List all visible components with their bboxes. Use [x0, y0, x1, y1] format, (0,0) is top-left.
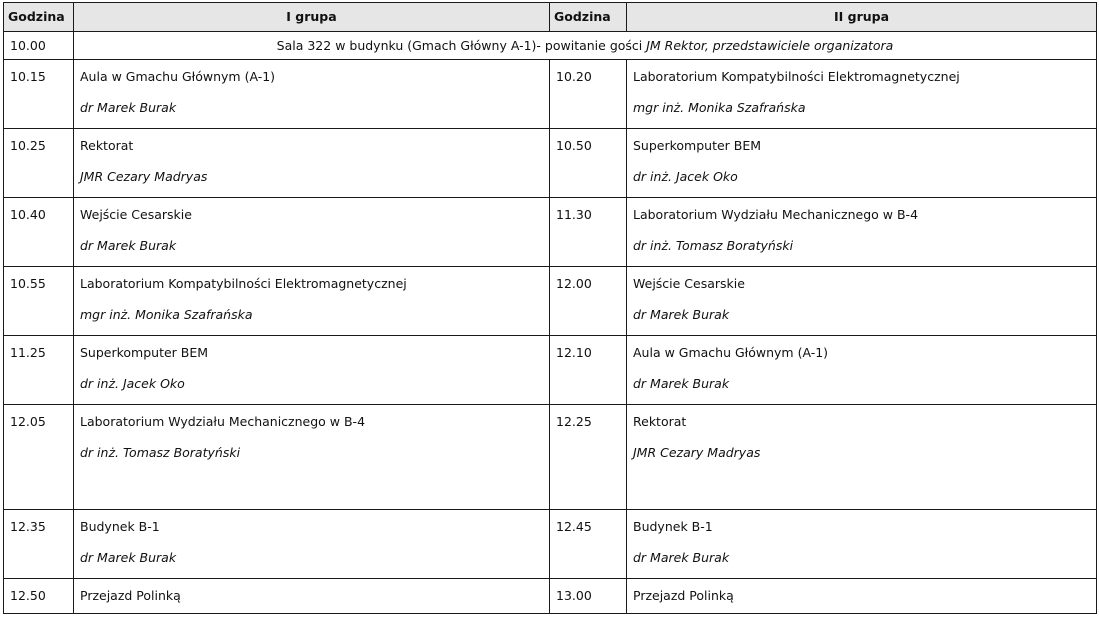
table-row — [4, 60, 1097, 129]
place: Przejazd Polinką — [80, 588, 181, 603]
visit-group-2 — [627, 336, 1097, 405]
place: Aula w Gmachu Głównym (A-1) — [80, 69, 276, 84]
guide: dr Marek Burak — [633, 376, 730, 391]
place: Rektorat — [80, 138, 134, 153]
place: Laboratorium Wydziału Mechanicznego w B-4 — [80, 414, 366, 429]
time-group-2: 11.30 — [550, 198, 627, 267]
time-group-2: 13.00 — [550, 579, 627, 614]
header-hour-2: Godzina — [550, 3, 627, 32]
guide: dr Marek Burak — [80, 238, 177, 253]
time-group-2: 12.00 — [550, 267, 627, 336]
visit-group-1 — [74, 198, 550, 267]
visit-group-1 — [74, 129, 550, 198]
time-group-2: 10.50 — [550, 129, 627, 198]
time-group-1: 12.50 — [4, 579, 74, 614]
visit-group-2 — [627, 510, 1097, 579]
place: Laboratorium Kompatybilności Elektromagnetycznej — [80, 276, 407, 291]
time-group-1: 10.40 — [4, 198, 74, 267]
table-row — [4, 579, 1097, 614]
welcome-row — [4, 32, 1097, 60]
place: Superkomputer BEM — [633, 138, 762, 153]
place: Laboratorium Wydziału Mechanicznego w B-4 — [633, 207, 919, 222]
guide: JMR Cezary Madryas — [80, 169, 208, 184]
visit-group-1 — [74, 579, 550, 614]
table-row — [4, 267, 1097, 336]
guide: dr Marek Burak — [633, 307, 730, 322]
header-row — [4, 3, 1097, 32]
visit-group-1 — [74, 60, 550, 129]
header-group-1: I grupa — [74, 3, 550, 32]
time-group-2: 12.10 — [550, 336, 627, 405]
visit-group-1 — [74, 336, 550, 405]
place: Wejście Cesarskie — [80, 207, 192, 222]
place: Aula w Gmachu Głównym (A-1) — [633, 345, 829, 360]
time-group-2: 10.20 — [550, 60, 627, 129]
guide: dr Marek Burak — [80, 100, 177, 115]
welcome-time: 10.00 — [4, 32, 74, 60]
visit-group-2 — [627, 129, 1097, 198]
time-group-1: 12.35 — [4, 510, 74, 579]
header-group-2: II grupa — [627, 3, 1097, 32]
visit-group-2 — [627, 405, 1097, 510]
guide: mgr inż. Monika Szafrańska — [80, 307, 253, 322]
time-group-1: 11.25 — [4, 336, 74, 405]
guide: dr inż. Jacek Oko — [80, 376, 185, 391]
table-row — [4, 405, 1097, 510]
visit-group-2 — [627, 60, 1097, 129]
welcome-text: Sala 322 w budynku (Gmach Główny A-1)- powitanie gości — [276, 38, 647, 53]
guide: JMR Cezary Madryas — [633, 445, 761, 460]
place: Budynek B-1 — [633, 519, 713, 534]
guide: dr Marek Burak — [80, 550, 177, 565]
guide: dr inż. Tomasz Boratyński — [633, 238, 794, 253]
place: Superkomputer BEM — [80, 345, 209, 360]
place: Laboratorium Kompatybilności Elektromagnetycznej — [633, 69, 960, 84]
time-group-1: 12.05 — [4, 405, 74, 510]
visit-group-1 — [74, 267, 550, 336]
table-row — [4, 336, 1097, 405]
header-hour-1: Godzina — [4, 3, 74, 32]
guide: dr Marek Burak — [633, 550, 730, 565]
table-row — [4, 198, 1097, 267]
place: Przejazd Polinką — [633, 588, 734, 603]
visit-group-1 — [74, 405, 550, 510]
visit-group-1 — [74, 510, 550, 579]
welcome-cell — [74, 32, 1097, 60]
guide: mgr inż. Monika Szafrańska — [633, 100, 806, 115]
table-row — [4, 510, 1097, 579]
welcome-guests: JM Rektor, przedstawiciele organizatora — [646, 38, 894, 53]
place: Budynek B-1 — [80, 519, 160, 534]
time-group-1: 10.15 — [4, 60, 74, 129]
schedule-table — [3, 2, 1097, 614]
visit-group-2 — [627, 579, 1097, 614]
time-group-2: 12.45 — [550, 510, 627, 579]
time-group-1: 10.25 — [4, 129, 74, 198]
place: Rektorat — [633, 414, 687, 429]
place: Wejście Cesarskie — [633, 276, 745, 291]
time-group-1: 10.55 — [4, 267, 74, 336]
visit-group-2 — [627, 198, 1097, 267]
table-row — [4, 129, 1097, 198]
guide: dr inż. Jacek Oko — [633, 169, 738, 184]
guide: dr inż. Tomasz Boratyński — [80, 445, 241, 460]
time-group-2: 12.25 — [550, 405, 627, 510]
visit-group-2 — [627, 267, 1097, 336]
